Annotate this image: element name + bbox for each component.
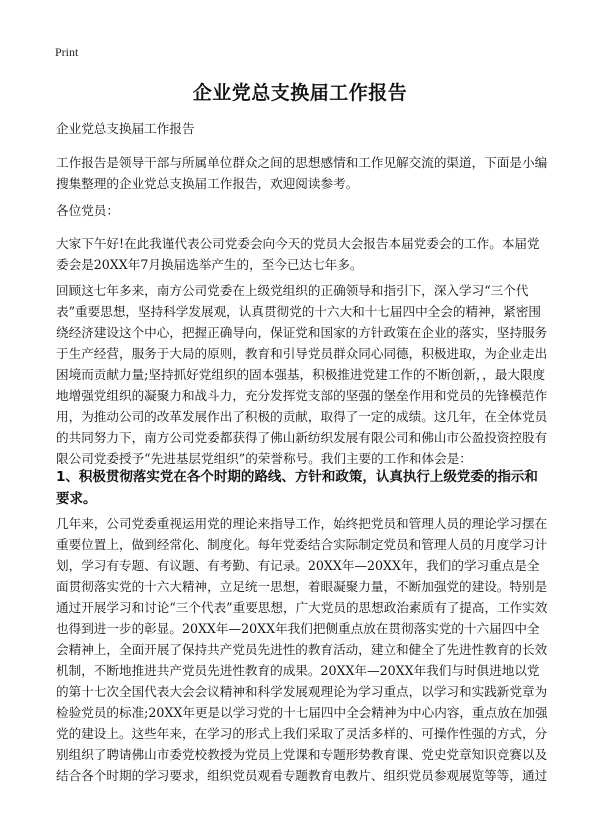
paragraph-2: 回顾这七年多来，南方公司党委在上级党组织的正确领导和指引下，深入学习“三个代表”重要思想，坚持科学发展观，认真贯彻党的十六大和十七届四中全会的精神，紧密围绕经济建设这个中心，把握正确导向，保证党和国家的方针政策在企业的落实，坚持服务于生产经营，服务于大局的原则，教育和引导党员群众同心同德，积极进取，为企业走出困境而贡献力量;坚持抓好党组织的固本强基，积极推进党建工作的不断创新，，最大限度地增强党组织的凝聚力和战斗力，充分发挥党支部的坚强的堡垒作用和党员的先锋模范作用，为推动公司的改革发展作出了积极的贡献，取得了一定的成绩。这几年，在全体党员的共同努力下，南方公司党委都获得了佛山新纺织发展有限公司和佛山市公盈投资控股有限公司党委授予“先进基层党组织”的荣誉称号。我们主要的工作和体会是： bbox=[56, 283, 548, 466]
section-1-heading: 1、积极贯彻落实党在各个时期的路线、方针和政策，认真执行上级党委的指示和要求。 bbox=[56, 469, 538, 507]
document-subtitle: 企业党总支换届工作报告 bbox=[56, 121, 195, 136]
salutation: 各位党员： bbox=[56, 203, 119, 218]
document-title: 企业党总支换届工作报告 bbox=[192, 82, 408, 104]
print-link[interactable]: Print bbox=[55, 45, 79, 59]
paragraph-3: 几年来，公司党委重视运用党的理论来指导工作，始终把党员和管理人员的理论学习摆在重要位置上，做到经常化、制度化。每年党委结合实际制定党员和管理人员的月度学习计划，学习有专题、有议题、有考勤、有记录。20XX年—20XX年，我们的学习重点是全面贯彻落实党的十六大精神，立足统一思想，着眼凝聚力量，不断加强党的建设。特别是通过开展学习和讨论“三个代表”重要思想，广大党员的思想政治素质有了提高，工作实效也得到进一步的彰显。20XX年—20XX年我们把侧重点放在贯彻落实党的十六届四中全会精神上，全面开展了保持共产党员先进性的教育活动，建立和健全了先进性教育的长效机制，不断地推进共产党员先进性教育的成果。20XX年—20XX年我们与时俱进地以党的第十七次全国代表大会会议精神和科学发展观理论为学习重点，以学习和实践新党章为检验党员的标准;20XX年更是以学习党的十七届四中全会精神为中心内容，重点放在加强党的建设上。这些年来，在学习的形式上我们采取了灵活多样的、可操作性强的方式，分别组织了聘请佛山市委党校教授为党员上党课和专题形势教育课、党史党章知识竞赛以及结合各个时期的学习要求，组织党员观看专题教育电教片、组织党员参观展览等等，通过 bbox=[56, 516, 548, 783]
paragraph-1: 大家下午好!在此我谨代表公司党委会向今天的党员大会报告本届党委会的工作。本届党委会是20XX年7月换届选举产生的，至今已达七年多。 bbox=[56, 236, 540, 272]
intro-paragraph: 工作报告是领导干部与所属单位群众之间的思想感情和工作见解交流的渠道，下面是小编搜集整理的企业党总支换届工作报告，欢迎阅读参考。 bbox=[56, 155, 548, 191]
